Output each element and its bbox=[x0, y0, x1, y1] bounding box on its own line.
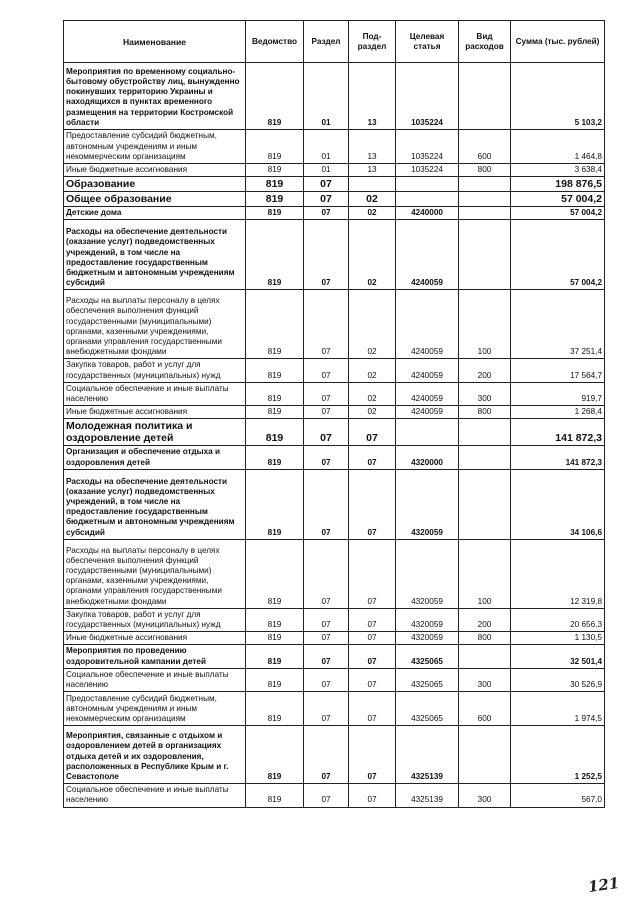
row-dept: 819 bbox=[246, 419, 304, 446]
row-amount: 1 974,5 bbox=[511, 692, 605, 726]
row-section: 07 bbox=[304, 469, 349, 539]
row-amount: 30 526,9 bbox=[511, 668, 605, 691]
header-name: Наименование bbox=[64, 21, 246, 63]
row-dept: 819 bbox=[246, 668, 304, 691]
row-target: 4320059 bbox=[396, 469, 459, 539]
row-section: 07 bbox=[304, 382, 349, 405]
row-section: 01 bbox=[304, 164, 349, 177]
row-dept: 819 bbox=[246, 446, 304, 469]
row-subsection: 07 bbox=[349, 539, 396, 608]
table-row bbox=[64, 539, 605, 608]
row-amount: 57 004,2 bbox=[511, 220, 605, 290]
row-name: Иные бюджетные ассигнования bbox=[64, 406, 246, 419]
row-target: 4240059 bbox=[396, 382, 459, 405]
header-expense-type: Вид расходов bbox=[459, 21, 511, 63]
row-target: 4240059 bbox=[396, 359, 459, 382]
table-row bbox=[64, 406, 605, 419]
row-amount: 57 004,2 bbox=[511, 207, 605, 220]
row-dept: 819 bbox=[246, 220, 304, 290]
table-row bbox=[64, 632, 605, 645]
table-row bbox=[64, 207, 605, 220]
row-amount: 57 004,2 bbox=[511, 192, 605, 207]
row-section: 07 bbox=[304, 726, 349, 784]
row-expense-type: 800 bbox=[459, 632, 511, 645]
row-expense-type: 800 bbox=[459, 164, 511, 177]
row-expense-type: 200 bbox=[459, 608, 511, 631]
row-amount: 141 872,3 bbox=[511, 419, 605, 446]
table-row bbox=[64, 63, 605, 130]
row-name: Социальное обеспечение и иные выплаты населению bbox=[64, 668, 246, 691]
row-name: Расходы на обеспечение деятельности (оказание услуг) подведомственных учреждений, в том числе на предоставление государственным бюджетным и автономным учреждениям субсидий bbox=[64, 220, 246, 290]
table-row bbox=[64, 446, 605, 469]
budget-table bbox=[63, 20, 605, 808]
row-dept: 819 bbox=[246, 382, 304, 405]
row-subsection: 07 bbox=[349, 668, 396, 691]
row-target: 4320059 bbox=[396, 608, 459, 631]
row-amount: 1 252,5 bbox=[511, 726, 605, 784]
row-amount: 1 268,4 bbox=[511, 406, 605, 419]
row-expense-type bbox=[459, 192, 511, 207]
row-section: 07 bbox=[304, 608, 349, 631]
row-target: 4325065 bbox=[396, 692, 459, 726]
row-section: 07 bbox=[304, 177, 349, 192]
row-section: 07 bbox=[304, 668, 349, 691]
row-section: 07 bbox=[304, 446, 349, 469]
row-amount: 5 103,2 bbox=[511, 63, 605, 130]
row-subsection: 13 bbox=[349, 63, 396, 130]
row-dept: 819 bbox=[246, 469, 304, 539]
row-dept: 819 bbox=[246, 290, 304, 359]
row-target bbox=[396, 177, 459, 192]
row-target: 4320059 bbox=[396, 632, 459, 645]
row-subsection: 02 bbox=[349, 290, 396, 359]
row-dept: 819 bbox=[246, 406, 304, 419]
row-name: Мероприятия по временному социально-бытовому обустройству лиц, вынужденно покинувших территорию Украины и находящихся в пунктах временного размещения на территории Костромской области bbox=[64, 63, 246, 130]
row-section: 01 bbox=[304, 130, 349, 164]
row-name: Расходы на выплаты персоналу в целях обеспечения выполнения функций государственными (муниципальными) органами, казенными учреждениями, органами управления государственными внебюджетными фондами bbox=[64, 539, 246, 608]
header-section: Раздел bbox=[304, 21, 349, 63]
row-name: Социальное обеспечение и иные выплаты населению bbox=[64, 784, 246, 807]
row-section: 07 bbox=[304, 290, 349, 359]
row-subsection: 07 bbox=[349, 726, 396, 784]
row-subsection: 02 bbox=[349, 359, 396, 382]
row-expense-type bbox=[459, 419, 511, 446]
row-section: 07 bbox=[304, 220, 349, 290]
row-target bbox=[396, 419, 459, 446]
row-subsection: 02 bbox=[349, 382, 396, 405]
table-row bbox=[64, 726, 605, 784]
row-dept: 819 bbox=[246, 192, 304, 207]
row-name: Общее образование bbox=[64, 192, 246, 207]
table-row bbox=[64, 469, 605, 539]
row-amount: 1 130,5 bbox=[511, 632, 605, 645]
table-row bbox=[64, 645, 605, 668]
row-name: Социальное обеспечение и иные выплаты населению bbox=[64, 382, 246, 405]
table-row bbox=[64, 382, 605, 405]
row-section: 07 bbox=[304, 207, 349, 220]
header-amount: Сумма (тыс. рублей) bbox=[511, 21, 605, 63]
row-name: Расходы на обеспечение деятельности (оказание услуг) подведомственных учреждений, в том числе на предоставление государственным бюджетным и автономным учреждениям субсидий bbox=[64, 469, 246, 539]
row-section: 07 bbox=[304, 645, 349, 668]
table-row bbox=[64, 668, 605, 691]
row-target: 4320059 bbox=[396, 539, 459, 608]
row-amount: 567,0 bbox=[511, 784, 605, 807]
row-dept: 819 bbox=[246, 632, 304, 645]
row-target bbox=[396, 192, 459, 207]
row-amount: 198 876,5 bbox=[511, 177, 605, 192]
row-section: 07 bbox=[304, 692, 349, 726]
row-section: 07 bbox=[304, 192, 349, 207]
row-subsection: 07 bbox=[349, 608, 396, 631]
row-subsection: 02 bbox=[349, 207, 396, 220]
row-expense-type bbox=[459, 207, 511, 220]
row-section: 07 bbox=[304, 539, 349, 608]
row-expense-type bbox=[459, 645, 511, 668]
row-dept: 819 bbox=[246, 177, 304, 192]
row-subsection: 07 bbox=[349, 692, 396, 726]
row-subsection: 07 bbox=[349, 645, 396, 668]
row-target: 1035224 bbox=[396, 130, 459, 164]
row-subsection: 07 bbox=[349, 469, 396, 539]
row-subsection: 07 bbox=[349, 419, 396, 446]
row-dept: 819 bbox=[246, 63, 304, 130]
row-name: Молодежная политика и оздоровление детей bbox=[64, 419, 246, 446]
page-number: 121 bbox=[586, 873, 621, 897]
table-row bbox=[64, 784, 605, 807]
row-subsection: 07 bbox=[349, 784, 396, 807]
row-section: 07 bbox=[304, 359, 349, 382]
row-subsection: 13 bbox=[349, 164, 396, 177]
row-expense-type: 600 bbox=[459, 130, 511, 164]
row-dept: 819 bbox=[246, 164, 304, 177]
row-expense-type bbox=[459, 177, 511, 192]
row-subsection bbox=[349, 177, 396, 192]
row-amount: 34 106,6 bbox=[511, 469, 605, 539]
row-amount: 20 656,3 bbox=[511, 608, 605, 631]
row-subsection: 02 bbox=[349, 406, 396, 419]
row-target: 4325139 bbox=[396, 784, 459, 807]
row-expense-type bbox=[459, 446, 511, 469]
table-row bbox=[64, 290, 605, 359]
row-subsection: 02 bbox=[349, 192, 396, 207]
row-subsection: 07 bbox=[349, 446, 396, 469]
row-target: 4240059 bbox=[396, 220, 459, 290]
row-subsection: 07 bbox=[349, 632, 396, 645]
row-amount: 32 501,4 bbox=[511, 645, 605, 668]
row-name: Организация и обеспечение отдыха и оздоровления детей bbox=[64, 446, 246, 469]
row-name: Образование bbox=[64, 177, 246, 192]
header-target: Целевая статья bbox=[396, 21, 459, 63]
row-dept: 819 bbox=[246, 784, 304, 807]
table-row bbox=[64, 692, 605, 726]
row-amount: 17 564,7 bbox=[511, 359, 605, 382]
row-amount: 141 872,3 bbox=[511, 446, 605, 469]
table-row bbox=[64, 220, 605, 290]
row-name: Мероприятия, связанные с отдыхом и оздоровлением детей в организациях отдыха детей и их оздоровления, расположенных в Республике Крым и г. Севастополе bbox=[64, 726, 246, 784]
row-target: 4325065 bbox=[396, 668, 459, 691]
row-expense-type: 300 bbox=[459, 382, 511, 405]
table-row bbox=[64, 359, 605, 382]
row-section: 07 bbox=[304, 632, 349, 645]
row-section: 07 bbox=[304, 406, 349, 419]
table-row bbox=[64, 130, 605, 164]
row-section: 07 bbox=[304, 784, 349, 807]
row-name: Закупка товаров, работ и услуг для государственных (муниципальных) нужд bbox=[64, 608, 246, 631]
row-target: 4325065 bbox=[396, 645, 459, 668]
row-target: 4240059 bbox=[396, 290, 459, 359]
row-dept: 819 bbox=[246, 130, 304, 164]
row-expense-type bbox=[459, 220, 511, 290]
row-amount: 919,7 bbox=[511, 382, 605, 405]
row-amount: 12 319,8 bbox=[511, 539, 605, 608]
row-dept: 819 bbox=[246, 359, 304, 382]
row-amount: 3 638,4 bbox=[511, 164, 605, 177]
row-expense-type: 300 bbox=[459, 784, 511, 807]
table-row bbox=[64, 608, 605, 631]
row-dept: 819 bbox=[246, 608, 304, 631]
row-expense-type: 200 bbox=[459, 359, 511, 382]
table-row bbox=[64, 419, 605, 446]
row-expense-type: 600 bbox=[459, 692, 511, 726]
row-expense-type: 100 bbox=[459, 290, 511, 359]
row-name: Закупка товаров, работ и услуг для государственных (муниципальных) нужд bbox=[64, 359, 246, 382]
table-row bbox=[64, 177, 605, 192]
row-dept: 819 bbox=[246, 207, 304, 220]
row-amount: 37 251,4 bbox=[511, 290, 605, 359]
table-row bbox=[64, 164, 605, 177]
row-amount: 1 464,8 bbox=[511, 130, 605, 164]
row-target: 1035224 bbox=[396, 164, 459, 177]
row-expense-type bbox=[459, 469, 511, 539]
row-name: Иные бюджетные ассигнования bbox=[64, 164, 246, 177]
header-dept: Ведомство bbox=[246, 21, 304, 63]
row-expense-type: 300 bbox=[459, 668, 511, 691]
row-dept: 819 bbox=[246, 726, 304, 784]
row-expense-type bbox=[459, 726, 511, 784]
row-expense-type: 800 bbox=[459, 406, 511, 419]
row-dept: 819 bbox=[246, 692, 304, 726]
row-name: Расходы на выплаты персоналу в целях обеспечения выполнения функций государственными (муниципальными) органами, казенными учреждениями, органами управления государственными внебюджетными фондами bbox=[64, 290, 246, 359]
row-section: 01 bbox=[304, 63, 349, 130]
row-dept: 819 bbox=[246, 645, 304, 668]
table-header bbox=[64, 21, 605, 63]
row-target: 4240000 bbox=[396, 207, 459, 220]
row-target: 1035224 bbox=[396, 63, 459, 130]
row-expense-type: 100 bbox=[459, 539, 511, 608]
row-subsection: 13 bbox=[349, 130, 396, 164]
row-subsection: 02 bbox=[349, 220, 396, 290]
row-name: Предоставление субсидий бюджетным, автономным учреждениям и иным некоммерческим организациям bbox=[64, 130, 246, 164]
row-name: Предоставление субсидий бюджетным, автономным учреждениям и иным некоммерческим организациям bbox=[64, 692, 246, 726]
row-section: 07 bbox=[304, 419, 349, 446]
row-name: Иные бюджетные ассигнования bbox=[64, 632, 246, 645]
row-target: 4320000 bbox=[396, 446, 459, 469]
table-row bbox=[64, 192, 605, 207]
row-target: 4240059 bbox=[396, 406, 459, 419]
row-target: 4325139 bbox=[396, 726, 459, 784]
row-expense-type bbox=[459, 63, 511, 130]
row-name: Детские дома bbox=[64, 207, 246, 220]
header-subsection: Под- раздел bbox=[349, 21, 396, 63]
row-dept: 819 bbox=[246, 539, 304, 608]
row-name: Мероприятия по проведению оздоровительной кампании детей bbox=[64, 645, 246, 668]
